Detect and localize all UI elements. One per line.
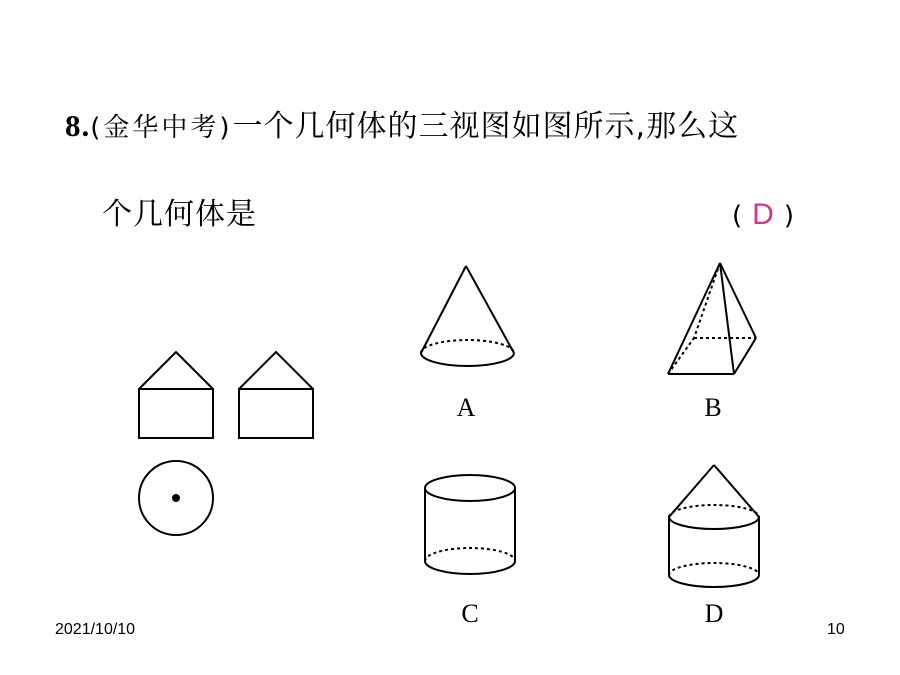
page-number: 10	[827, 621, 845, 638]
question-text-1: 一个几何体的三视图如图所示,那么这	[232, 109, 740, 144]
side-view	[239, 352, 313, 438]
option-d-cylinder-with-cone	[669, 465, 759, 587]
answer-close-paren: )	[783, 201, 794, 231]
option-a-cone	[421, 266, 514, 366]
footer-date: 2021/10/10	[55, 621, 136, 638]
question-line-2: 个几何体是	[102, 197, 257, 232]
three-views-figure	[139, 352, 313, 535]
question-source: (金华中考)	[90, 113, 233, 143]
front-view	[139, 352, 213, 438]
option-d-label: D	[704, 599, 724, 628]
answer-open-paren: (	[732, 201, 743, 231]
question-number: 8.	[65, 108, 91, 143]
option-b-label: B	[704, 393, 722, 422]
option-c-label: C	[461, 599, 479, 628]
top-view	[139, 461, 213, 535]
option-a-label: A	[456, 393, 476, 422]
option-c-cylinder	[425, 475, 515, 574]
answer-letter: D	[752, 198, 774, 231]
option-b-pyramid	[668, 263, 756, 374]
